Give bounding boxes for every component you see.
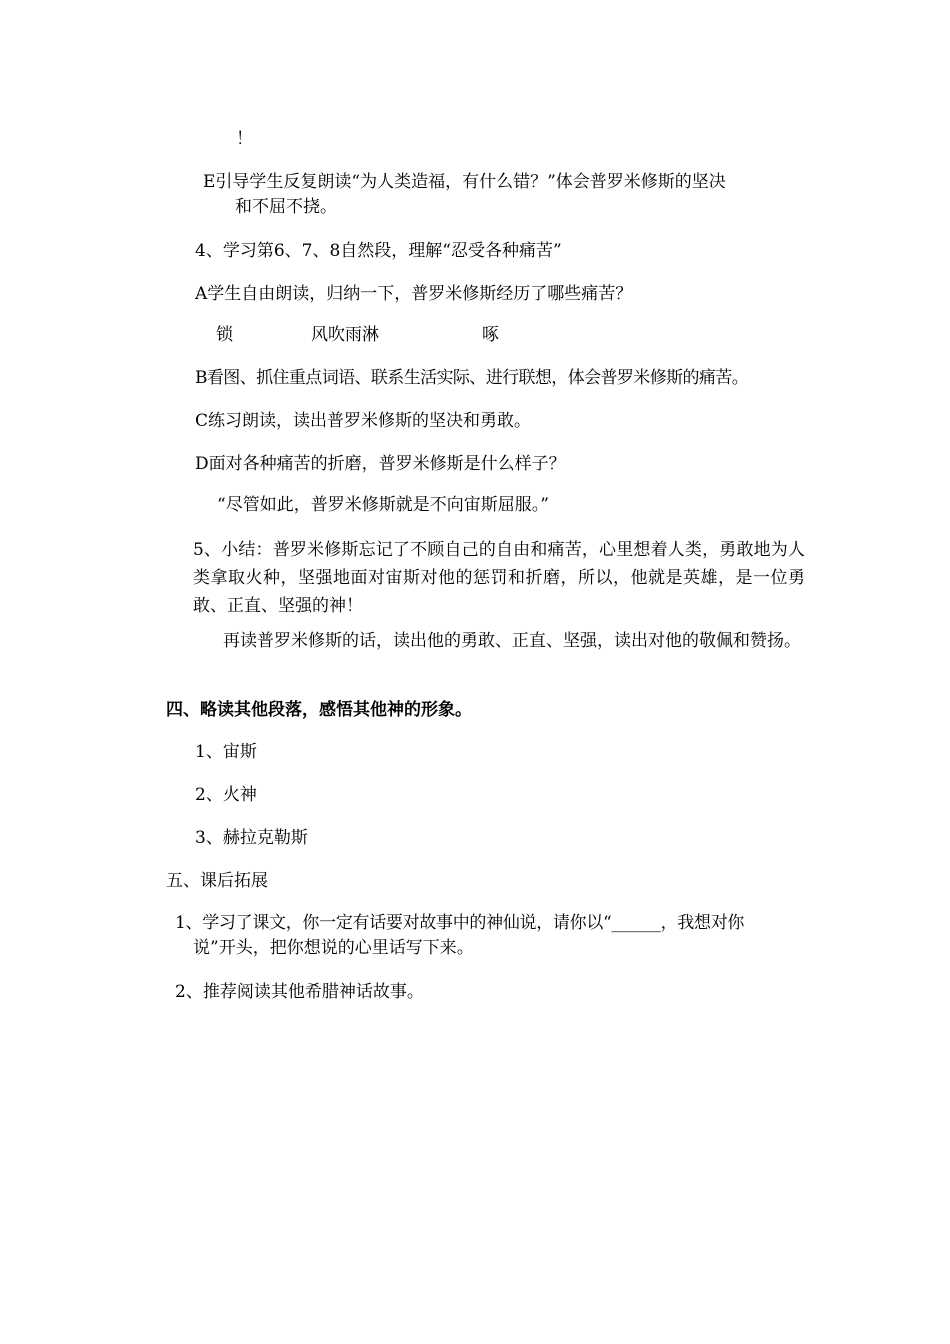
item-c: C练习朗读，读出普罗米修斯的坚决和勇敢。 (195, 411, 532, 431)
section-5-heading: 五、课后拓展 (166, 871, 268, 891)
pain-peck: 啄 (482, 325, 499, 345)
extension-1-line-1: 1、学习了课文，你一定有话要对故事中的神仙说，请你以“______，我想对你 (175, 913, 745, 933)
section-4-heading: 四、略读其他段落，感悟其他神的形象。 (166, 700, 472, 720)
god-heracles: 3、赫拉克勒斯 (195, 828, 308, 848)
item-b: B看图、抓住重点词语、联系生活实际、进行联想，体会普罗米修斯的痛苦。 (195, 368, 749, 388)
step-4-heading: 4、学习第6、7、8自然段，理解“忍受各种痛苦” (195, 241, 562, 261)
item-e-line-2: 和不屈不挠。 (235, 197, 337, 217)
item-e-line-1: E引导学生反复朗读“为人类造福，有什么错？”体会普罗米修斯的坚决 (203, 172, 726, 192)
pain-lock: 锁 (216, 325, 233, 345)
exclamation-mark: ！ (236, 129, 253, 149)
god-zeus: 1、宙斯 (195, 742, 257, 762)
quote-line: “尽管如此，普罗米修斯就是不向宙斯屈服。” (217, 495, 549, 515)
pain-wind-rain: 风吹雨淋 (311, 325, 379, 345)
extension-1-line-2: 说”开头，把你想说的心里话写下来。 (193, 938, 474, 958)
summary-paragraph: 5、小结：普罗米修斯忘记了不顾自己的自由和痛苦，心里想着人类，勇敢地为人类拿取火种，坚强地面对宙斯对他的惩罚和折磨，所以，他就是英雄，是一位勇敢、正直、坚强的神！ (193, 540, 805, 616)
reread-paragraph: 再读普罗米修斯的话，读出他的勇敢、正直、坚强，读出对他的敬佩和赞扬。 (223, 631, 801, 651)
item-a: A学生自由朗读，归纳一下，普罗米修斯经历了哪些痛苦？ (195, 284, 633, 304)
item-d: D面对各种痛苦的折磨，普罗米修斯是什么样子？ (195, 454, 566, 474)
god-fire: 2、火神 (195, 785, 257, 805)
extension-2: 2、推荐阅读其他希腊神话故事。 (175, 982, 424, 1002)
